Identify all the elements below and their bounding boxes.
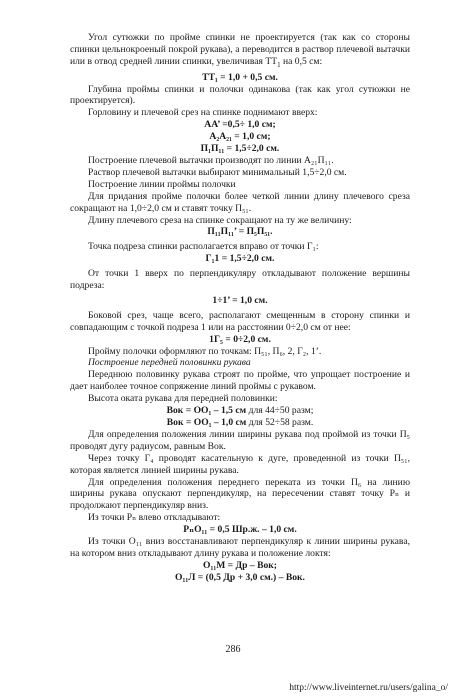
paragraph: Боковой срез, чаще всего, располагают смещенным в сторону спинки и совпадающим с точкой подреза 1 или на расстоянии 0÷2,0 см от нее: [70, 309, 410, 333]
source-url: http://www.liveinternet.ru/users/galina_o/ [289, 683, 448, 693]
paragraph: Глубина проймы спинки и полочки одинакова (так как угол сутюжки не проектируется). [70, 83, 410, 107]
paragraph: Точка подреза спинки располагается вправо от точки Г₁: [88, 241, 319, 253]
formula: О₁₁Л = (0,5 Др + 3,0 см.) – Вок. [175, 571, 305, 583]
paragraph: Угол сутюжки по пройме спинки не проектируется (так как со стороны спинки цельнокроеный покрой рукава), а переводится в раствор плечевой вытачки или в отвод средней линии спинки, увеличивая $ТТ_1$ на 0,5 см: [70, 32, 410, 69]
paragraph: Из точки О₁₁ вниз восстанавливают перпендикуляр к линии ширины рукава, на котором вниз откладывают длину рукава и положение локтя: [70, 536, 410, 559]
paragraph: Для придания пройме полочки более четкой линии длину плечевого среза сокращают на 1,0÷2,0 см и ставят точку П₅₁. [70, 190, 410, 214]
paragraph: Для определения положения линии ширины рукава под проймой из точки П₅ проводят дугу радиусом, равным Вок. [70, 428, 410, 452]
page-number: 286 [225, 644, 241, 655]
paragraph: Для определения положения переднего переката из точки П₆ на линию ширины рукава опускают перпендикуляр, на пересечении ставят точку Рₙ и продолжают перпендикуляр вниз. [70, 476, 410, 512]
page-body [70, 32, 410, 584]
paragraph: Длину плечевого среза на спинке сокращают на ту же величину: [88, 214, 352, 226]
formula: П₁П₁₁ = 1,5÷2,0 см. [200, 143, 280, 155]
paragraph: Раствор плечевой вытачки выбирают минимальный 1,5÷2,0 см. [88, 166, 347, 178]
paragraph: Пройму полочки оформляют по точкам: П₅₁, П₆, 2, Г₂, 1’. [88, 345, 322, 357]
paragraph: Построение плечевой вытачки производят по линии А₂₁П₁₁. [88, 154, 334, 166]
formula: 1÷1’ = 1,0 см. [212, 294, 268, 306]
formula: 1Г₅ = 0÷2,0 см. [209, 333, 271, 345]
formula: Г₁1 = 1,5÷2,0 см. [205, 253, 275, 265]
formula: А₂А₂₁ = 1,0 см; [209, 131, 271, 143]
section-heading: Построение передней половинки рукава [88, 357, 251, 369]
section-heading: Построение линии проймы полочки [88, 178, 236, 190]
paragraph: Переднюю половинку рукава строят по пройме, что упрощает построение и дает наиболее точное сопряжение линий проймы с рукавом. [70, 369, 410, 393]
formula: Вок = ОО₁ – 1,0 см для 52÷58 разм. [166, 417, 314, 428]
formula: П₁₁П₁₁’ = П₅П₅₁. [207, 226, 273, 238]
formula: О₁₁М = Др – Вок; [203, 559, 277, 571]
formula: РₙО₁₁ = 0,5 Шр.ж. – 1,0 см. [183, 524, 297, 536]
formula: АА’ =0,5÷ 1,0 см; [204, 119, 276, 131]
paragraph: От точки 1 вверх по перпендикуляру откладывают положение вершины подреза: [70, 268, 410, 292]
paragraph: Горловину и плечевой срез на спинке поднимают вверх: [88, 107, 318, 119]
paragraph: Высота оката рукава для передней половинки: [88, 393, 278, 405]
formula: ТТ₁ = 1,0 + 0,5 см. [202, 71, 278, 83]
formula: Вок = ОО₁ – 1,5 см для 44÷50 разм; [166, 405, 314, 417]
paragraph: Из точки Рₙ влево откладывают: [88, 512, 221, 524]
paragraph: Через точку Г₄ проводят касательную к дуге, проведенной из точки П₅₁, которая является линией ширины рукава. [70, 452, 410, 476]
